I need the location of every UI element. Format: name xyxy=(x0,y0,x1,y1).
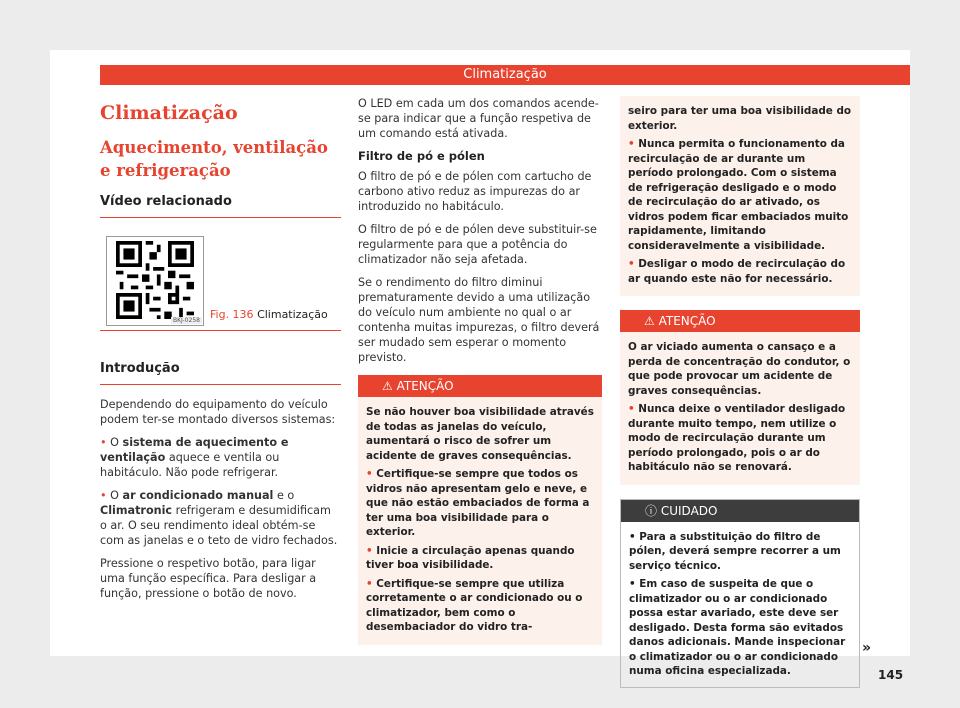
qr-code-icon xyxy=(113,241,197,319)
warning-item: • Nunca permita o funcionamento da recirculação de ar durante um período prolongado. Com o sistema de refrigeração desligado e o modo de recirculação do ar ativado, os vidros podem ficar embaciados muito rapidamente, limitando consideravelmente a visibilidade. xyxy=(628,137,852,253)
section-title: Climatização xyxy=(463,67,547,82)
intro-paragraph: Dependendo do equipamento do veículo podem ter-se montado diversos sistemas: xyxy=(100,398,336,426)
warning-title: ATENÇÃO xyxy=(396,379,454,393)
warning-body xyxy=(358,397,602,645)
figure-number: Fig. 136 xyxy=(210,308,254,321)
caution-header xyxy=(621,500,859,522)
paragraph: O filtro de pó e de pólen deve substituir-se regularmente para que a potência do climatizador não seja afetada. xyxy=(358,223,597,266)
list-item: • O sistema de aquecimento e ventilação aquece e ventila ou habitáculo. Não pode refrigerar. xyxy=(100,435,341,480)
figure-caption xyxy=(210,308,328,321)
warning-header xyxy=(358,375,602,397)
warning-triangle-icon: ⚠ xyxy=(644,314,655,328)
section-header-bar xyxy=(100,65,910,85)
qr-code-image[interactable] xyxy=(106,236,204,326)
warning-triangle-icon: ⚠ xyxy=(382,379,393,393)
figure-code: BKJ-0258 xyxy=(172,317,200,324)
warning-title: ATENÇÃO xyxy=(658,314,716,328)
paragraph: Se o rendimento do filtro diminui prematuramente devido a uma utilização do veículo num ambiente no qual o ar contenha muitas impurezas, o filtro deverá ser mudado sem esperar o momento previsto. xyxy=(358,276,600,364)
warning-body xyxy=(620,96,860,296)
manual-page xyxy=(50,50,910,682)
warning-body xyxy=(620,332,860,485)
caution-box xyxy=(620,499,860,688)
warning-text: Se não houver boa visibilidade através de todas as janelas do veículo, aumentará o risco de sofrer um acidente de graves consequências. xyxy=(366,406,594,462)
paragraph: Pressione o respetivo botão, para ligar uma função específica. Para desligar a função, pressione o botão de novo. xyxy=(100,557,317,600)
list-item: • O ar condicionado manual e o Climatronic refrigeram e desumidificam o ar. O seu rendimento ideal obtém-se com as janelas e o teto de vidro fechados. xyxy=(100,488,341,548)
warning-box xyxy=(620,310,860,485)
warning-text: O ar viciado aumenta o cansaço e a perda de concentração do condutor, o que pode provocar um acidente de graves consequências. xyxy=(628,341,851,397)
info-circle-icon: ⓘ xyxy=(645,503,658,518)
warning-item: • Certifique-se sempre que utiliza corretamente o ar condicionado ou o climatizador, bem como o desembaciador do vidro tra- xyxy=(366,577,594,635)
filter-heading: Filtro de pó e pólen xyxy=(358,149,485,163)
page-number: 145 xyxy=(878,668,904,682)
figure-caption-text: Climatização xyxy=(257,308,328,321)
column-middle xyxy=(358,96,602,645)
warning-item: • Desligar o modo de recirculação do ar quando este não for necessário. xyxy=(628,257,852,286)
warning-item: • Inicie a circulação apenas quando tiver boa visibilidade. xyxy=(366,544,594,573)
caution-item: • Para a substituição do filtro de pólen, deverá sempre recorrer a um serviço técnico. xyxy=(629,530,851,574)
caution-title: CUIDADO xyxy=(660,503,718,518)
paragraph: O filtro de pó e de pólen com cartucho de carbono ativo reduz as impurezas do ar introduzido no habitáculo. xyxy=(358,170,592,213)
page-title: Climatização xyxy=(100,102,238,124)
intro-heading: Introdução xyxy=(100,361,341,385)
paragraph: O LED em cada um dos comandos acende-se para indicar que a função respetiva de um comando está ativada. xyxy=(358,97,599,140)
warning-box xyxy=(358,375,602,645)
warning-item: • Nunca deixe o ventilador desligado durante muito tempo, nem utilize o modo de recirculação durante um período prolongado, pois o ar do habitáculo não se renovará. xyxy=(628,402,852,475)
continue-marker: » xyxy=(862,640,872,656)
page-subtitle: Aquecimento, ventilação e refrigeração xyxy=(100,138,328,180)
caution-body xyxy=(621,522,859,687)
column-right xyxy=(620,96,860,688)
warning-text: seiro para ter uma boa visibilidade do exterior. xyxy=(628,105,852,132)
column-left xyxy=(100,96,341,609)
video-heading: Vídeo relacionado xyxy=(100,194,341,218)
warning-header xyxy=(620,310,860,332)
warning-item: • Certifique-se sempre que todos os vidros não apresentam gelo e neve, e que não estão embaciados de forma a ter uma boa visibilidade para o exterior. xyxy=(366,467,594,540)
caution-item: • Em caso de suspeita de que o climatizador ou o ar condicionado possa estar avariado, este deve ser desligado. Desta forma são evitados danos adicionais. Mande inspecionar o climatizador ou o ar condicionado numa oficina especializada. xyxy=(629,577,851,679)
figure-136 xyxy=(100,230,341,331)
warning-box-continued xyxy=(620,96,860,296)
